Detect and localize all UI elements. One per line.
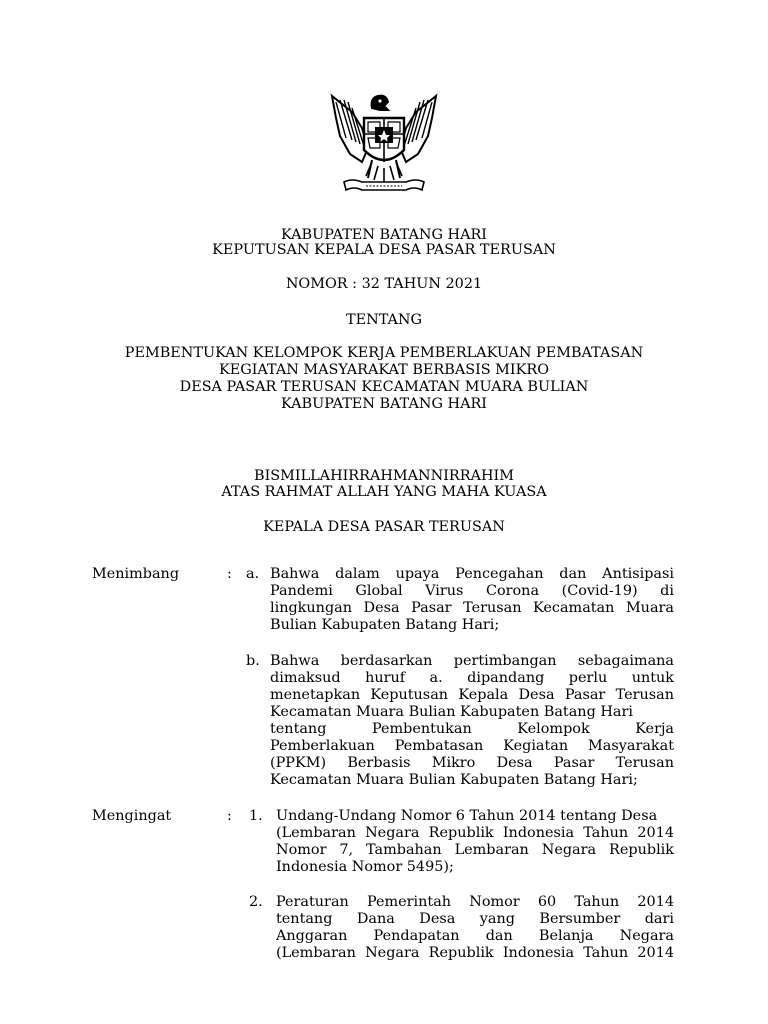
menimbang-colon: : — [227, 566, 232, 582]
legal-basis-1-line: (Lembaran Negara Republik Indonesia Tahun 2014 — [276, 825, 674, 841]
legal-basis-2-line: Peraturan Pemerintah Nomor 60 Tahun 2014 — [276, 894, 674, 910]
mengingat-label: Mengingat — [92, 808, 172, 824]
mengingat-colon: : — [227, 808, 232, 824]
decree-number: NOMOR : 32 TAHUN 2021 — [285, 276, 483, 292]
consideration-b-line: Pemberlakuan Pembatasan Kegiatan Masyarakat — [270, 738, 674, 754]
menimbang-label: Menimbang — [92, 566, 180, 582]
item-marker: b. — [246, 653, 260, 669]
item-marker: 1. — [249, 808, 263, 824]
consideration-b-line: Kecamatan Muara Bulian Kabupaten Batang Hari — [270, 704, 633, 720]
consideration-a-line: Bahwa dalam upaya Pencegahan dan Antisipasi — [270, 566, 674, 582]
subject-line: PEMBENTUKAN KELOMPOK KERJA PEMBERLAKUAN PEMBATASAN — [124, 345, 644, 361]
tentang-heading: TENTANG — [346, 312, 422, 328]
legal-basis-1-line: Undang-Undang Nomor 6 Tahun 2014 tentang Desa — [276, 808, 658, 824]
legal-basis-2-line: (Lembaran Negara Republik Indonesia Tahun 2014 — [276, 945, 674, 961]
legal-basis-1-line: Indonesia Nomor 5495); — [276, 859, 454, 875]
consideration-b-line: Bahwa berdasarkan pertimbangan sebagaimana — [270, 653, 674, 669]
bismillah-line: BISMILLAHIRRAHMANNIRRAHIM — [254, 468, 514, 484]
legal-basis-2-line: Anggaran Pendapatan dan Belanja Negara — [276, 928, 674, 944]
consideration-a-line: lingkungan Desa Pasar Terusan Kecamatan Muara — [270, 600, 674, 616]
consideration-b-line: (PPKM) Berbasis Mikro Desa Pasar Terusan — [270, 755, 674, 771]
item-marker: a. — [246, 566, 260, 582]
official-title: KEPALA DESA PASAR TERUSAN — [263, 519, 505, 535]
decree-title: KEPUTUSAN KEPALA DESA PASAR TERUSAN — [212, 242, 556, 258]
rahmat-line: ATAS RAHMAT ALLAH YANG MAHA KUASA — [221, 484, 547, 500]
consideration-a-line: Bulian Kabupaten Batang Hari; — [270, 617, 500, 633]
item-marker: 2. — [249, 894, 263, 910]
garuda-pancasila-emblem-icon — [322, 88, 446, 196]
legal-basis-1-line: Nomor 7, Tambahan Lembaran Negara Republik — [276, 842, 674, 858]
subject-line: KABUPATEN BATANG HARI — [280, 396, 487, 412]
legal-basis-2-line: tentang Dana Desa yang Bersumber dari — [276, 911, 674, 927]
consideration-b-line: dimaksud huruf a. dipandang perlu untuk — [270, 670, 674, 686]
regency-title: KABUPATEN BATANG HARI — [280, 227, 487, 243]
consideration-b-line: menetapkan Keputusan Kepala Desa Pasar Terusan — [270, 687, 674, 703]
consideration-b-line: tentang Pembentukan Kelompok Kerja — [270, 721, 674, 737]
consideration-b-line: Kecamatan Muara Bulian Kabupaten Batang Hari; — [270, 772, 638, 788]
consideration-a-line: Pandemi Global Virus Corona (Covid-19) di — [270, 583, 674, 599]
subject-line: KEGIATAN MASYARAKAT BERBASIS MIKRO — [218, 362, 549, 378]
subject-line: DESA PASAR TERUSAN KECAMATAN MUARA BULIAN — [179, 379, 589, 395]
